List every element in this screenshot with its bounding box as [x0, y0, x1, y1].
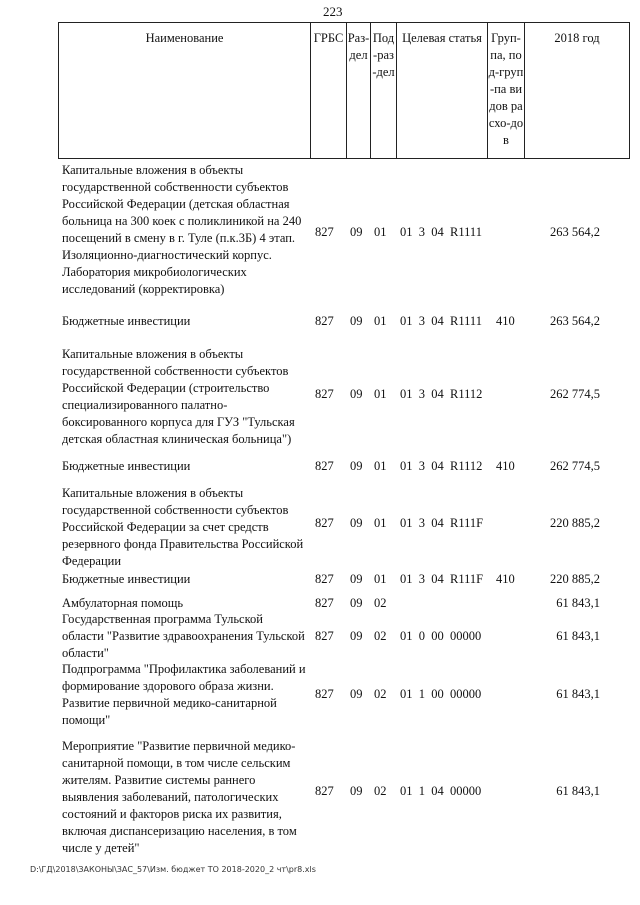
row-podrazdel: 02: [374, 784, 387, 798]
row-celevaya: 01 1 04 00000: [400, 784, 482, 798]
row-celevaya: 01 3 04 R1111: [400, 314, 482, 328]
row-podrazdel: 01: [374, 459, 387, 473]
header-razdel: Раз-дел: [347, 31, 370, 62]
row-name: Подпрограмма "Профилактика заболеваний и формирование здорового образа жизни. Развитие первичной медико-санитарной помощи": [62, 662, 306, 727]
row-sum: 220 885,2: [550, 516, 600, 530]
row-podrazdel: 01: [374, 314, 387, 328]
row-grbs: 827: [315, 459, 334, 473]
row-razdel: 09: [350, 459, 363, 473]
footer-path: D:\ГД\2018\ЗАКОНЫ\ЗАС_57\Изм. бюджет ТО 2018-2020_2 чт\pr8.xls: [30, 865, 316, 874]
row-name: Капитальные вложения в объекты государственной собственности субъектов Российской Федерации (детская областная больница на 300 коек с поликлиникой на 240 посещений в смену в г. Туле (п.к.3Б) 4 этап. Изоляционно-диагностический корпус. Лаборатория микробиологических исследований (корректировка): [62, 163, 302, 296]
row-grbs: 827: [315, 225, 334, 239]
row-celevaya: 01 3 04 R111F: [400, 516, 484, 530]
row-razdel: 09: [350, 629, 363, 643]
row-sum: 262 774,5: [550, 387, 600, 401]
row-podrazdel: 01: [374, 572, 387, 586]
row-sum: 263 564,2: [550, 314, 600, 328]
row-razdel: 09: [350, 687, 363, 701]
row-gruppa: 410: [496, 459, 515, 473]
row-razdel: 09: [350, 572, 363, 586]
row-podrazdel: 02: [374, 629, 387, 643]
row-celevaya: 01 3 04 R1111: [400, 225, 482, 239]
header-gruppa: Груп-па, под-груп-па видов расхо-дов: [488, 31, 524, 147]
row-podrazdel: 01: [374, 387, 387, 401]
row-sum: 220 885,2: [550, 572, 600, 586]
row-sum: 263 564,2: [550, 225, 600, 239]
row-grbs: 827: [315, 572, 334, 586]
row-podrazdel: 02: [374, 596, 387, 610]
page-number: 223: [323, 4, 343, 19]
row-grbs: 827: [315, 784, 334, 798]
row-gruppa: 410: [496, 314, 515, 328]
row-sum: 61 843,1: [556, 596, 600, 610]
row-grbs: 827: [315, 387, 334, 401]
row-podrazdel: 01: [374, 516, 387, 530]
row-name: Бюджетные инвестиции: [62, 314, 191, 328]
row-name: Мероприятие "Развитие первичной медико-санитарной помощи, в том числе сельским жителям. Развитие системы раннего выявления заболеваний, патологических состояний и факторов риска их развития, включая диспансеризацию населения, в том числе у детей": [62, 739, 297, 855]
row-name: Бюджетные инвестиции: [62, 459, 191, 473]
row-sum: 61 843,1: [556, 629, 600, 643]
header-name: Наименование: [145, 31, 224, 45]
header-year: 2018 год: [554, 31, 600, 45]
row-grbs: 827: [315, 687, 334, 701]
row-celevaya: 01 3 04 R1112: [400, 459, 483, 473]
row-razdel: 09: [350, 596, 363, 610]
row-grbs: 827: [315, 516, 334, 530]
row-name: Амбулаторная помощь: [62, 596, 184, 610]
row-celevaya: 01 3 04 R111F: [400, 572, 484, 586]
row-razdel: 09: [350, 387, 363, 401]
row-razdel: 09: [350, 225, 363, 239]
row-grbs: 827: [315, 314, 334, 328]
row-grbs: 827: [315, 629, 334, 643]
row-razdel: 09: [350, 314, 363, 328]
row-sum: 61 843,1: [556, 687, 600, 701]
row-sum: 262 774,5: [550, 459, 600, 473]
row-celevaya: 01 3 04 R1112: [400, 387, 483, 401]
row-name: Капитальные вложения в объекты государственной собственности субъектов Российской Федерации за счет средств резервного фонда Правительства Российской Федерации: [62, 486, 304, 568]
row-grbs: 827: [315, 596, 334, 610]
header-grbs: ГРБС: [313, 31, 344, 45]
row-name: Капитальные вложения в объекты государственной собственности субъектов Российской Федерации (строительство специализированного палатно-боксированного корпуса для ГУЗ "Тульская детская областная клиническая больница"): [62, 347, 295, 446]
row-podrazdel: 02: [374, 687, 387, 701]
row-razdel: 09: [350, 784, 363, 798]
row-celevaya: 01 0 00 00000: [400, 629, 482, 643]
row-gruppa: 410: [496, 572, 515, 586]
row-celevaya: 01 1 00 00000: [400, 687, 482, 701]
row-sum: 61 843,1: [556, 784, 600, 798]
row-razdel: 09: [350, 516, 363, 530]
row-name: Бюджетные инвестиции: [62, 572, 191, 586]
header-celevaya: Целевая статья: [402, 31, 482, 45]
row-podrazdel: 01: [374, 225, 387, 239]
row-name: Государственная программа Тульской области "Развитие здравоохранения Тульской области": [62, 612, 305, 660]
header-podrazdel: Под-раз-дел: [372, 31, 395, 79]
